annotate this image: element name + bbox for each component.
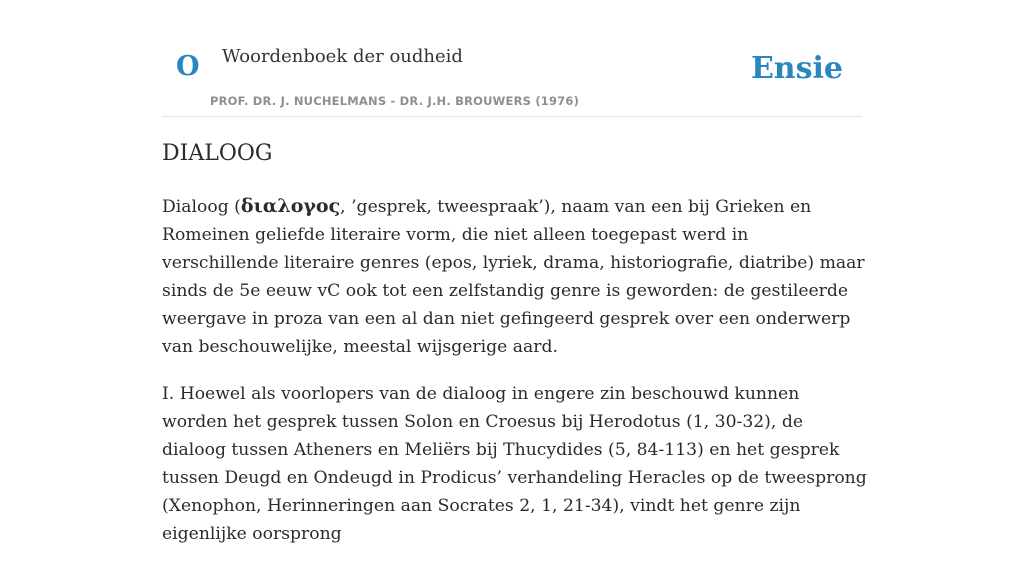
article-paragraph: I. Hoewel als voorlopers van de dialoog in engere zin beschouwd kunnen worden het gesprek tussen Solon en Croesus bij Herodotus (1, 30-32), de dialoog tussen Atheners en Meliërs bij Thucydides (5, 84-113) en het gesprek tussen Deugd en Ondeugd in Prodicus’ verhandeling Heracles op de tweesprong (Xenophon, Herinneringen aan Socrates 2, 1, 21-34), vindt het genre zijn eigenlijke oorsprong [162,384,867,544]
letter-index-link[interactable]: O [176,51,200,82]
book-title[interactable]: Woordenboek der oudheid [222,46,463,67]
article-title: DIALOOG [162,141,273,166]
article-body [162,192,867,567]
ensie-logo[interactable]: Ensie [750,51,843,86]
article-paragraph [162,192,867,361]
book-authors: PROF. DR. J. NUCHELMANS - DR. J.H. BROUWERS (1976) [210,94,580,108]
header [162,0,862,117]
paragraph-text: Dialoog ( [162,197,241,217]
paragraph-text: , ’gesprek, tweespraak’), naam van een bij Grieken en Romeinen geliefde literaire vorm, die niet alleen toegepast werd in verschillende literaire genres (epos, lyriek, drama, historiografie, diatribe) maar sinds de 5e eeuw vC ook tot een zelfstandig genre is geworden: de gestileerde weergave in proza van een al dan niet gefingeerd gesprek over een onderwerp van beschouwelijke, meestal wijsgerige aard. [162,197,865,357]
greek-term: διαλογος [240,195,341,217]
